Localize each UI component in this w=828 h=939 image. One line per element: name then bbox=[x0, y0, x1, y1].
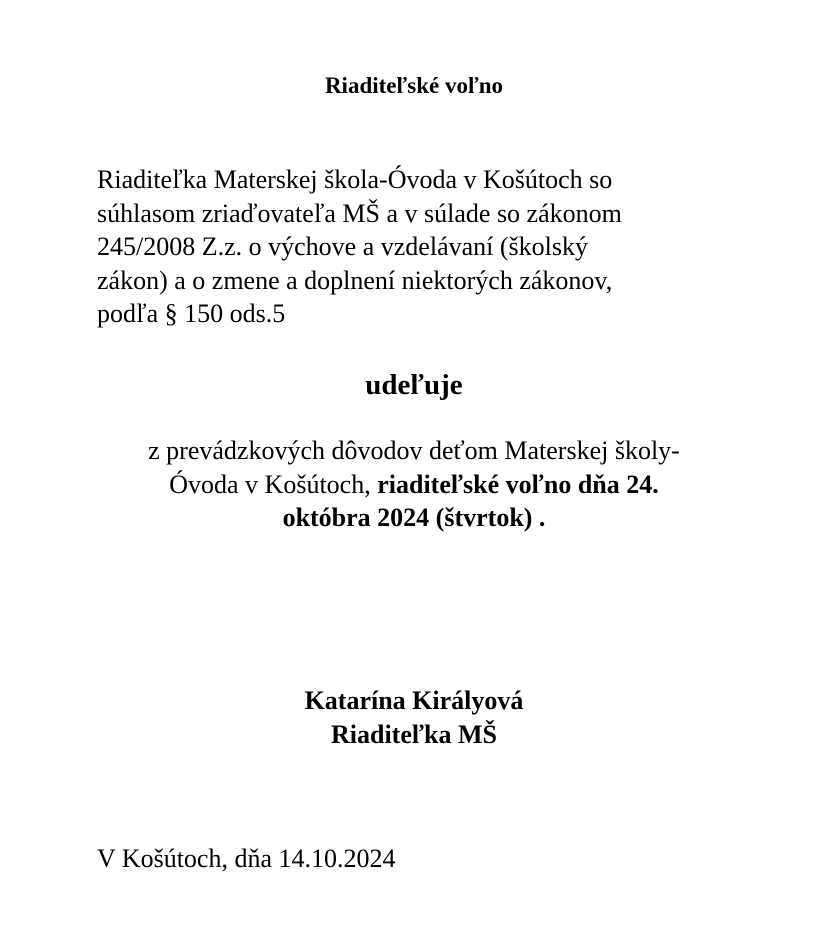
decision-paragraph bbox=[0, 434, 828, 535]
decision-plain-text: Óvoda v Košútoch, bbox=[169, 469, 378, 499]
intro-line: 245/2008 Z.z. o výchove a vzdelávaní (školský bbox=[97, 232, 588, 261]
intro-line: podľa § 150 ods.5 bbox=[97, 299, 286, 328]
intro-line: súhlasom zriaďovateľa MŠ a v súlade so zákonom bbox=[97, 198, 622, 228]
intro-line: Riaditeľka Materskej škola-Óvoda v Košútoch so bbox=[97, 165, 613, 194]
signature-name: Katarína Királyová bbox=[304, 686, 524, 715]
grant-heading: udeľuje bbox=[365, 369, 463, 401]
intro-paragraph bbox=[97, 163, 737, 331]
signature-block bbox=[0, 684, 828, 751]
place-date: V Košútoch, dňa 14.10.2024 bbox=[97, 844, 396, 873]
document-title: Riaditeľské voľno bbox=[324, 73, 504, 98]
signature-role: Riaditeľka MŠ bbox=[330, 719, 498, 749]
decision-bold-text: riaditeľské voľno dňa 24. bbox=[377, 469, 659, 499]
intro-line: zákon) a o zmene a doplnení niektorých zákonov, bbox=[97, 265, 613, 295]
decision-line-2 bbox=[0, 468, 828, 502]
decision-line-1: z prevádzkových dôvodov deťom Materskej školy- bbox=[148, 436, 680, 465]
decision-bold-date: októbra 2024 (štvrtok) . bbox=[282, 503, 546, 532]
decision-line-3 bbox=[0, 501, 828, 535]
